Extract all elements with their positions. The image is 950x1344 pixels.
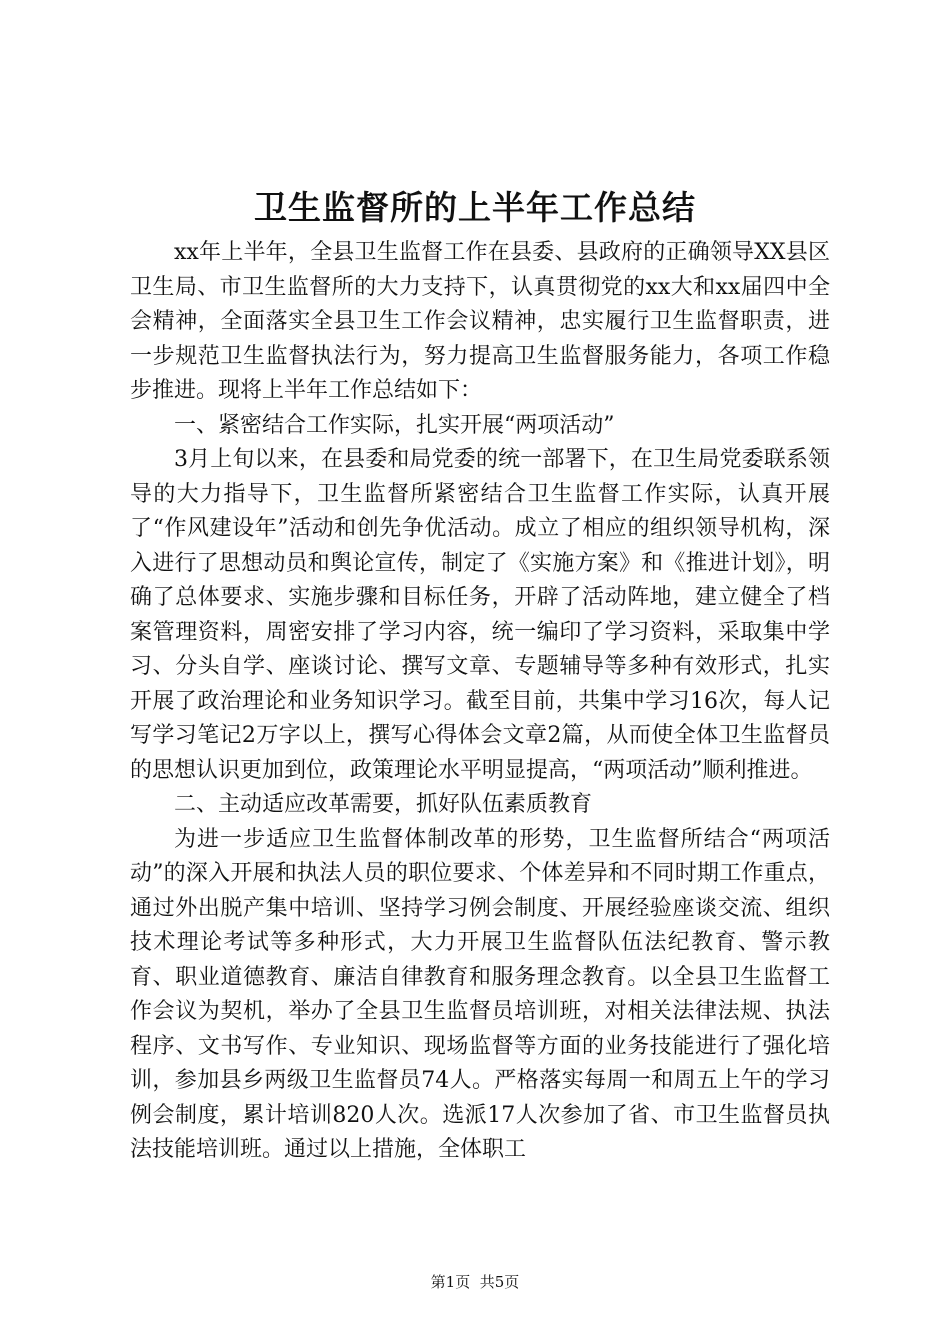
- section-heading-1: 一、紧密结合工作实际，扎实开展“两项活动”: [174, 412, 615, 438]
- section-heading-2: 二、主动适应改革需要，抓好队伍素质教育: [174, 792, 593, 817]
- page-footer: [0, 1272, 950, 1292]
- section-1-paragraph: 3月上旬以来，在县委和局党委的统一部署下，在卫生局党委联系领导的大力指导下，卫生监督所紧密结合卫生监督工作实际，认真开展了“作风建设年”活动和创先争优活动。成立了相应的组织领导机构，深入进行了思想动员和舆论宣传，制定了《实施方案》和《推进计划》，明确了总体要求、实施步骤和目标任务，开辟了活动阵地，建立健全了档案管理资料，周密安排了学习内容，统一编印了学习资料，采取集中学习、分头自学、座谈讨论、撰写文章、专题辅导等多种有效形式，扎实开展了政治理论和业务知识学习。截至目前，共集中学习16次，每人记写学习笔记2万字以上，撰写心得体会文章2篇，从而使全体卫生监督员的思想认识更加到位，政策理论水平明显提高，“两项活动”顺利推进。: [130, 447, 830, 783]
- document-body: [130, 236, 830, 1168]
- page-number: 第1页: [430, 1273, 471, 1291]
- section-2-paragraph: 为进一步适应卫生监督体制改革的形势，卫生监督所结合“两项活动”的深入开展和执法人员的职位要求、个体差异和不同时期工作重点，通过外出脱产集中培训、坚持学习例会制度、开展经验座谈交流、组织技术理论考试等多种形式，大力开展卫生监督队伍法纪教育、警示教育、职业道德教育、廉洁自律教育和服务理念教育。以全县卫生监督工作会议为契机，举办了全县卫生监督员培训班，对相关法律法规、执法程序、文书写作、专业知识、现场监督等方面的业务技能进行了强化培训，参加县乡两级卫生监督员74人。严格落实每周一和周五上午的学习例会制度，累计培训820人次。选派17人次参加了省、市卫生监督员执法技能培训班。通过以上措施，全体职工: [130, 826, 830, 1162]
- intro-paragraph: xx年上半年，全县卫生监督工作在县委、县政府的正确领导XX县区卫生局、市卫生监督所的大力支持下，认真贯彻党的xx大和xx届四中全会精神，全面落实全县卫生工作会议精神，忠实履行卫生监督职责，进一步规范卫生监督执法行为，努力提高卫生监督服务能力，各项工作稳步推进。现将上半年工作总结如下：: [130, 240, 830, 403]
- page-total: 共5页: [479, 1273, 520, 1291]
- document-title: 卫生监督所的上半年工作总结: [254, 188, 696, 227]
